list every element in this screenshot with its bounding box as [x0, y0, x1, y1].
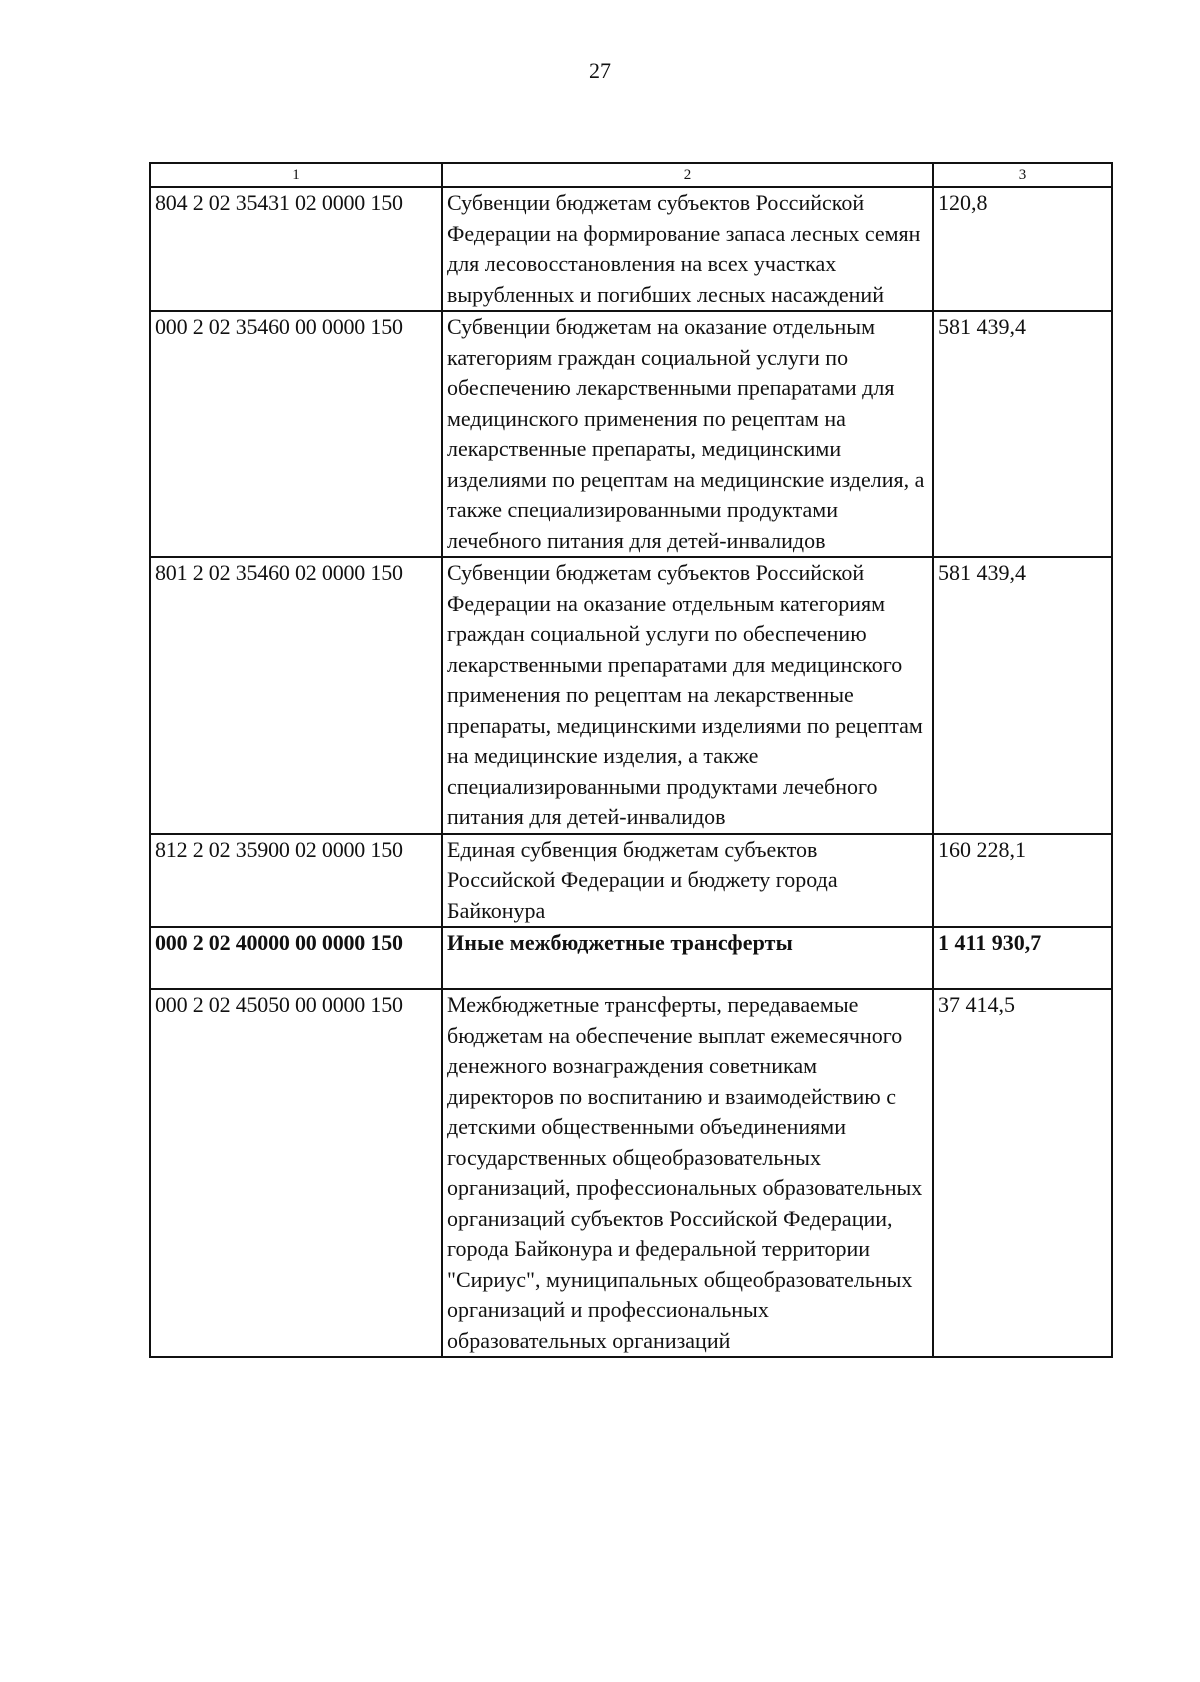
- table-header: [150, 163, 1112, 187]
- table-row: [150, 989, 1112, 1357]
- amount-cell: 581 439,4: [933, 557, 1112, 834]
- budget-code-cell: 804 2 02 35431 02 0000 150: [150, 187, 442, 311]
- header-col-2: 2: [442, 163, 933, 187]
- budget-code-cell: 812 2 02 35900 02 0000 150: [150, 834, 442, 928]
- header-col-3: 3: [933, 163, 1112, 187]
- description-cell: Межбюджетные трансферты, передаваемые бюджетам на обеспечение выплат ежемесячного денежного вознаграждения советникам директоров по воспитанию и взаимодействию с детскими общественными объединениями государственных общеобразовательных организаций, профессиональных образовательных организаций субъектов Российской Федерации, города Байконура и федеральной территории "Сириус", муниципальных общеобразовательных организаций и профессиональных образовательных организаций: [442, 989, 933, 1357]
- header-row: [150, 163, 1112, 187]
- budget-code-cell: 000 2 02 40000 00 0000 150: [150, 927, 442, 989]
- table-row: [150, 311, 1112, 557]
- table-row-section-total: [150, 927, 1112, 989]
- page-number: 27: [589, 58, 611, 83]
- description-cell: Иные межбюджетные трансферты: [442, 927, 933, 989]
- amount-cell: 160 228,1: [933, 834, 1112, 928]
- amount-cell: 120,8: [933, 187, 1112, 311]
- budget-code-cell: 801 2 02 35460 02 0000 150: [150, 557, 442, 834]
- description-cell: Единая субвенция бюджетам субъектов Российской Федерации и бюджету города Байконура: [442, 834, 933, 928]
- amount-cell: 581 439,4: [933, 311, 1112, 557]
- description-cell: Субвенции бюджетам на оказание отдельным категориям граждан социальной услуги по обеспечению лекарственными препаратами для медицинского применения по рецептам на лекарственные препараты, медицинскими изделиями по рецептам на медицинские изделия, а также специализированными продуктами лечебного питания для детей-инвалидов: [442, 311, 933, 557]
- header-col-1: 1: [150, 163, 442, 187]
- description-cell: Субвенции бюджетам субъектов Российской Федерации на оказание отдельным категориям граждан социальной услуги по обеспечению лекарственными препаратами для медицинского применения по рецептам на лекарственные препараты, медицинскими изделиями по рецептам на медицинские изделия, а также специализированными продуктами лечебного питания для детей-инвалидов: [442, 557, 933, 834]
- table-row: [150, 834, 1112, 928]
- table-row: [150, 187, 1112, 311]
- budget-code-cell: 000 2 02 35460 00 0000 150: [150, 311, 442, 557]
- budget-table: [149, 162, 1113, 1358]
- description-cell: Субвенции бюджетам субъектов Российской Федерации на формирование запаса лесных семян для лесовосстановления на всех участках вырубленных и погибших лесных насаждений: [442, 187, 933, 311]
- budget-code-cell: 000 2 02 45050 00 0000 150: [150, 989, 442, 1357]
- amount-cell: 1 411 930,7: [933, 927, 1112, 989]
- amount-cell: 37 414,5: [933, 989, 1112, 1357]
- table-row: [150, 557, 1112, 834]
